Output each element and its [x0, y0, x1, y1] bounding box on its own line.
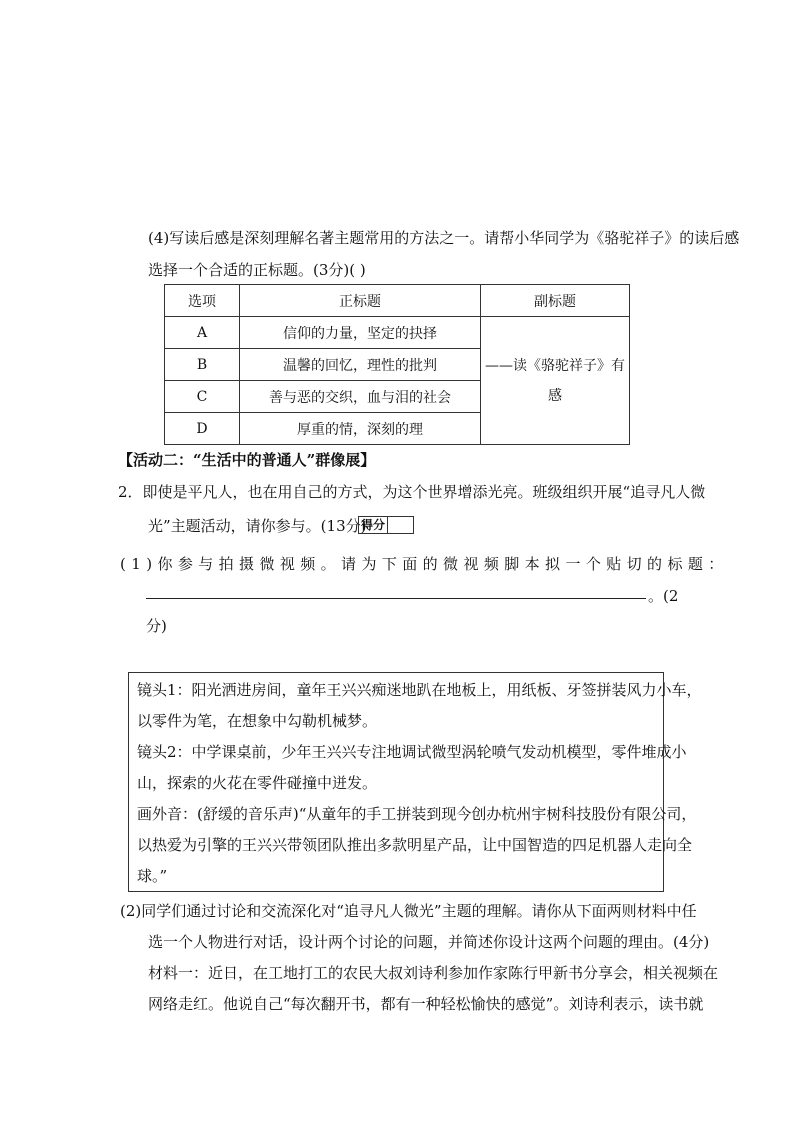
table-header-row — [165, 285, 630, 317]
option-letter: D — [165, 413, 240, 445]
header-subtitle: 副标题 — [481, 285, 630, 317]
question-2-line-2: 光”主题活动，请你参与。(13分) — [148, 517, 367, 535]
table-row — [165, 317, 630, 349]
question-2-2-line-2: 选一个人物进行对话，设计两个讨论的问题，并简述你设计这两个问题的理由。(4分) — [148, 933, 710, 951]
question-2-2-line-1: (2)同学们通过讨论和交流深化对“追寻凡人微光”主题的理解。请你从下面两则材料中任 — [120, 902, 697, 920]
activity-2-heading: 【活动二：“生活中的普通人”群像展】 — [118, 451, 376, 469]
option-title: 信仰的力量，坚定的抉择 — [240, 317, 481, 349]
script-line: 以热爱为引擎的王兴兴带领团队推出多款明星产品，让中国智造的四足机器人走向全 — [137, 836, 693, 854]
question-4-line-2: 选择一个合适的正标题。(3分)( ) — [148, 261, 366, 279]
material-1-line-1: 材料一：近日，在工地打工的农民大叔刘诗利参加作家陈行甲新书分享会，相关视频在 — [148, 964, 719, 982]
script-line: 以零件为笔，在想象中勾勒机械梦。 — [137, 712, 378, 730]
subtitle-line-2: 感 — [548, 387, 562, 404]
option-letter: B — [165, 349, 240, 381]
material-1-line-2: 网络走红。他说自己“每次翻开书，都有一种轻松愉快的感觉”。刘诗利表示，读书就 — [148, 995, 704, 1013]
question-2-1-line-2: 分) — [146, 617, 167, 635]
video-script-box — [128, 672, 702, 892]
script-line: 画外音：(舒缓的音乐声)“从童年的手工拼装到现今创办杭州宇树科技股份有限公司， — [137, 805, 697, 823]
title-answer-blank[interactable] — [146, 598, 646, 599]
option-letter: C — [165, 381, 240, 413]
question-2-1-suffix: 。(2 — [648, 587, 679, 605]
script-line: 球。” — [137, 867, 168, 885]
question-2-1-line-1: (1)你参与拍摄微视频。请为下面的微视频脚本拟一个贴切的标题： — [120, 555, 729, 573]
options-table — [164, 284, 630, 445]
question-4-line-1: (4)写读后感是深刻理解名著主题常用的方法之一。请帮小华同学为《骆驼祥子》的读后感 — [148, 229, 740, 247]
score-label: 得分 — [359, 517, 388, 533]
score-box[interactable] — [358, 516, 414, 534]
option-title: 温馨的回忆，理性的批判 — [240, 349, 481, 381]
option-title: 善与恶的交织，血与泪的社会 — [240, 381, 481, 413]
header-option: 选项 — [165, 285, 240, 317]
header-main-title: 正标题 — [240, 285, 481, 317]
option-title: 厚重的情，深刻的理 — [240, 413, 481, 445]
script-line: 山，探索的火花在零件碰撞中迸发。 — [137, 774, 378, 792]
option-letter: A — [165, 317, 240, 349]
question-2-line-1: 2．即使是平凡人，也在用自己的方式，为这个世界增添光亮。班级组织开展“追寻凡人微 — [118, 483, 706, 501]
script-line: 镜头1：阳光洒进房间，童年王兴兴痴迷地趴在地板上，用纸板、牙签拼装风力小车， — [137, 681, 702, 699]
subtitle-cell — [481, 317, 630, 445]
script-line: 镜头2：中学课桌前，少年王兴兴专注地调试微型涡轮喷气发动机模型，零件堆成小 — [137, 743, 687, 761]
subtitle-line-1: ——读《骆驼祥子》有 — [485, 357, 625, 374]
